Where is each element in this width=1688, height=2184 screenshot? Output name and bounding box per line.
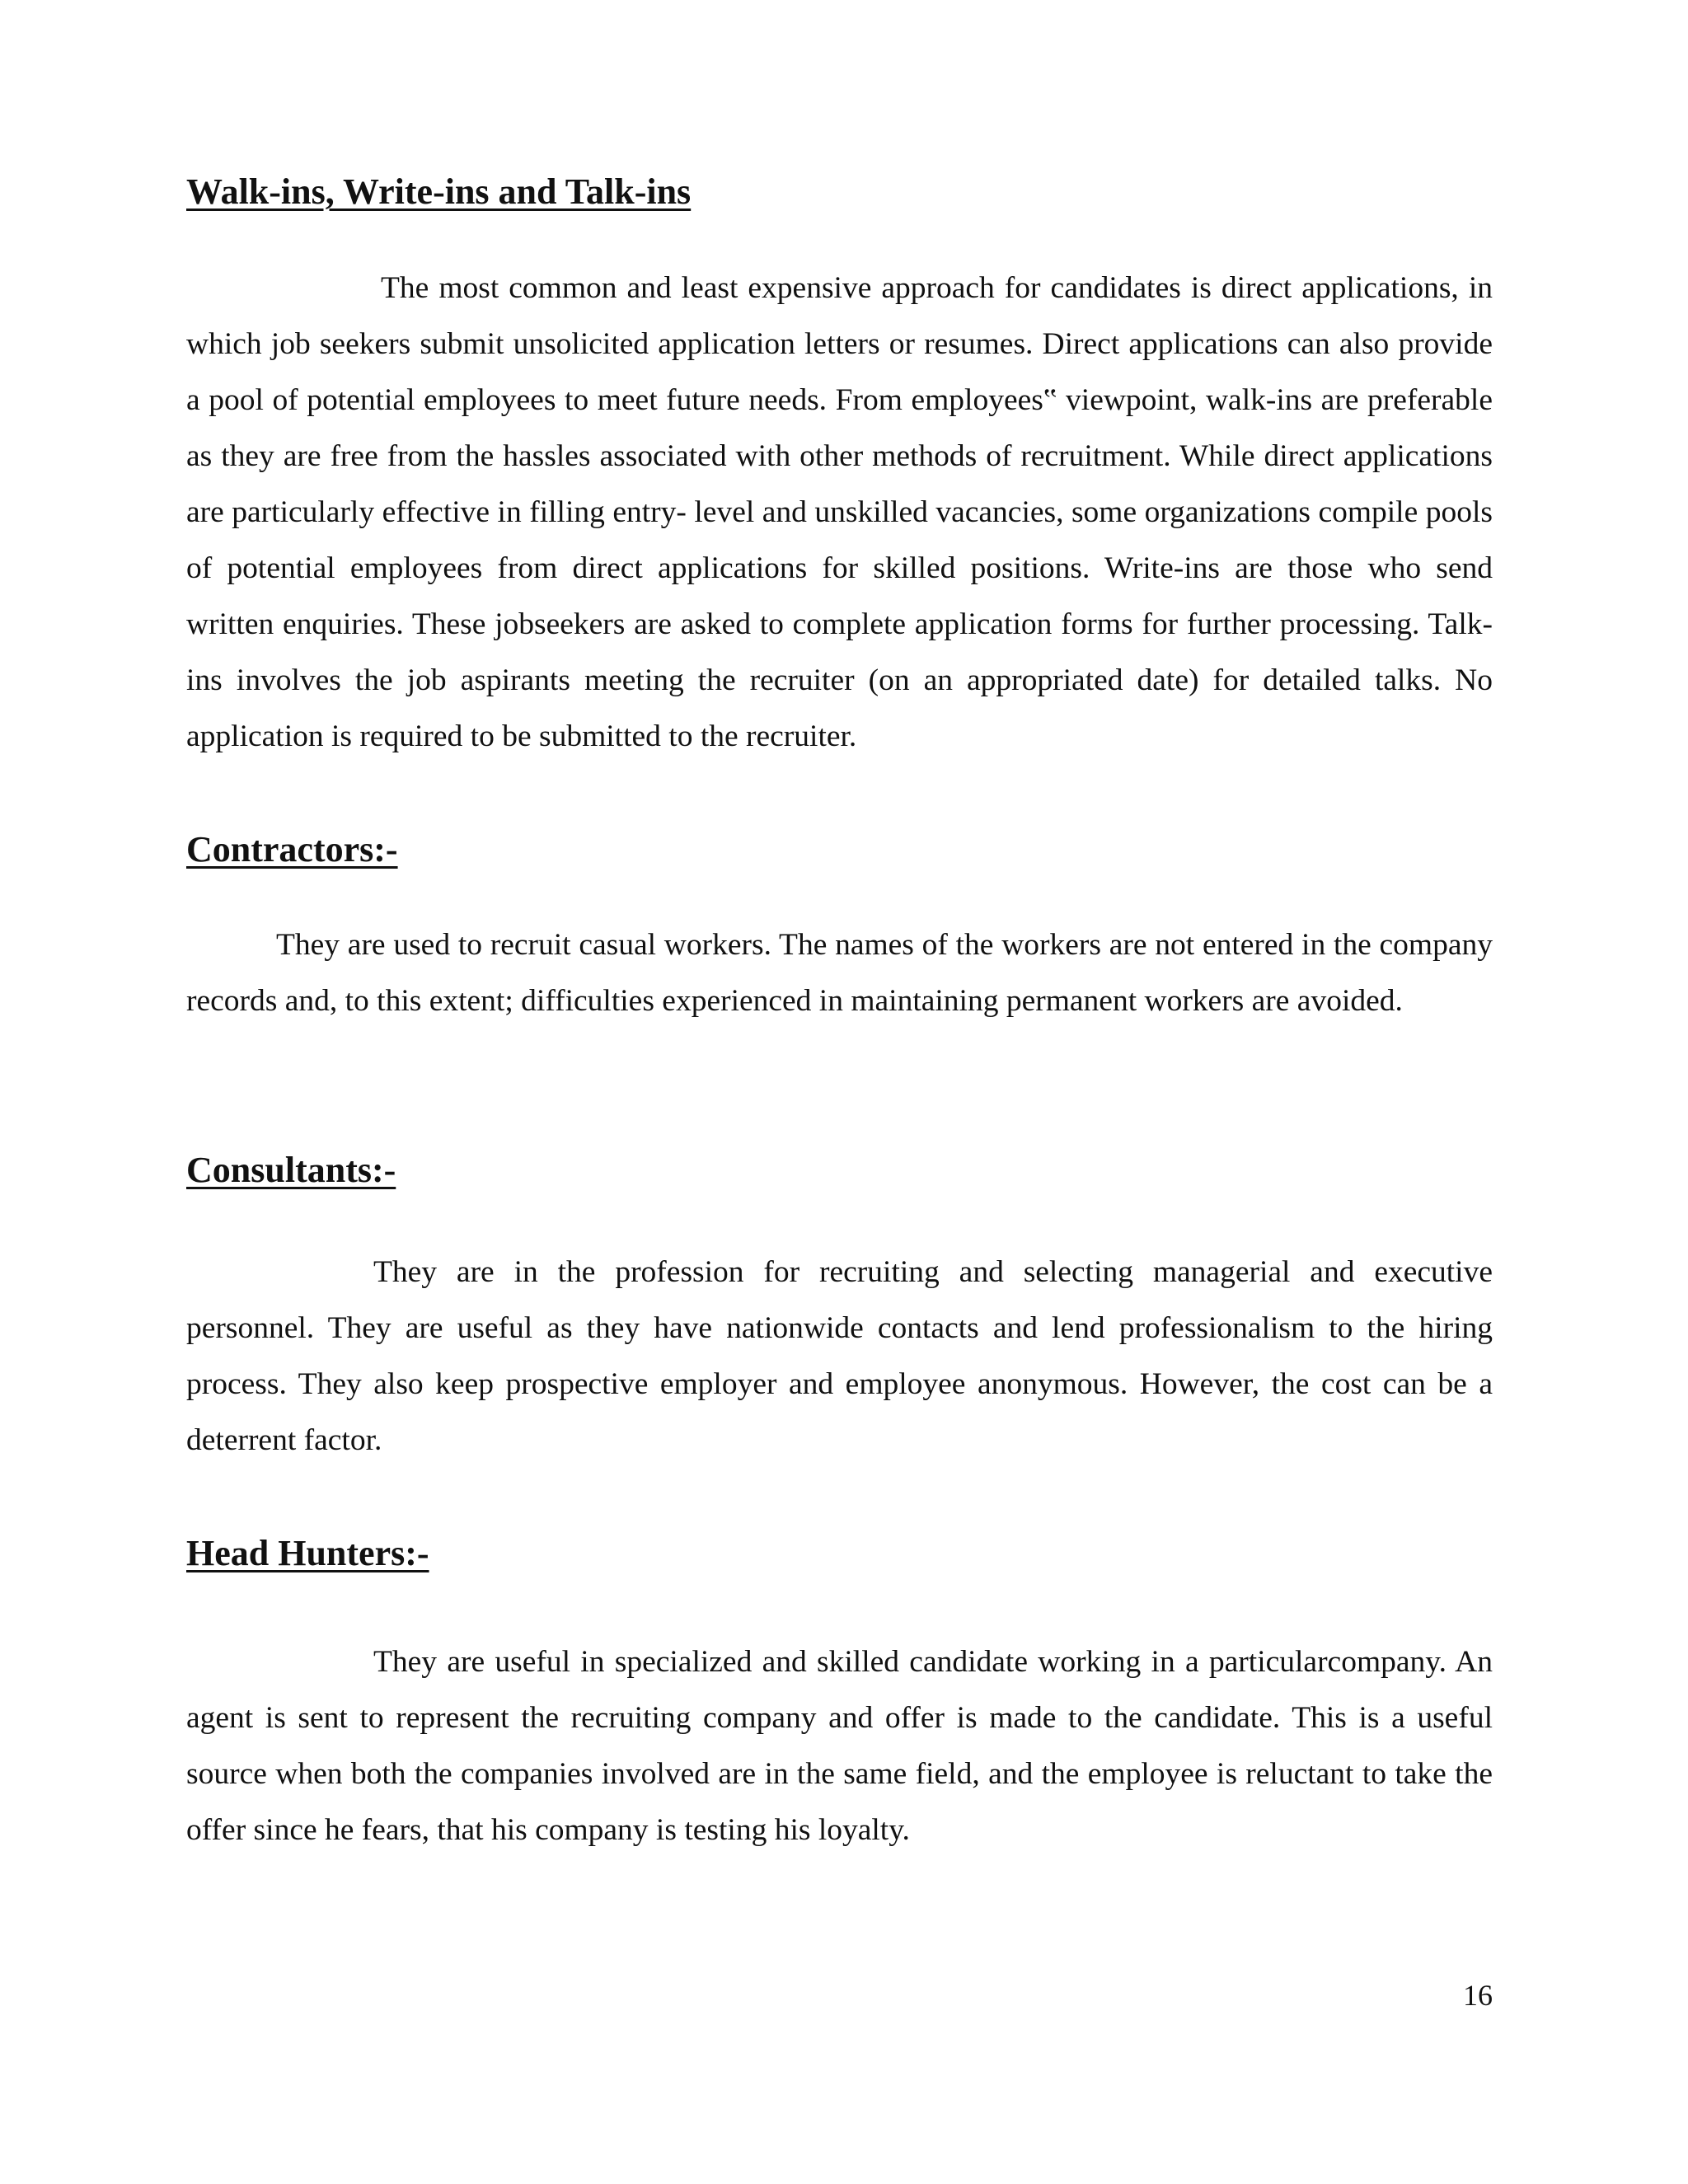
page-number: 16 — [1463, 1979, 1493, 2012]
paragraph-consultants: They are in the profession for recruiting and selecting managerial and executive personnel. They are useful as they have nationwide contacts and lend professionalism to the hiring process. They also keep prospective employer and employee anonymous. However, the cost can be a deterrent factor. — [186, 1255, 1493, 1457]
paragraph-contractors: They are used to recruit casual workers. The names of the workers are not entered in the company records and, to this extent; difficulties experienced in maintaining permanent workers are avoided. — [186, 928, 1493, 1018]
heading-consultants: Consultants:- — [186, 1150, 396, 1190]
paragraph-walk-ins: The most common and least expensive approach for candidates is direct applications, in which job seekers submit unsolicited application letters or resumes. Direct applications can also provide a pool of potential employees to meet future needs. From employees‟ viewpoint, walk-ins are preferable as they are free from the hassles associated with other methods of recruitment. While direct applications are particularly effective in filling entry- level and unskilled vacancies, some organizations compile pools of potential employees from direct applications for skilled positions. Write-ins are those who send written enquiries. These jobseekers are asked to complete application forms for further processing. Talk-ins involves the job aspirants meeting the recruiter (on an appropriated date) for detailed talks. No application is required to be submitted to the recruiter. — [186, 271, 1493, 753]
heading-contractors: Contractors:- — [186, 829, 398, 869]
paragraph-head-hunters: They are useful in specialized and skilled candidate working in a particularcompany. An agent is sent to represent the recruiting company and offer is made to the candidate. This is a useful source when both the companies involved are in the same field, and the employee is reluctant to take the offer since he fears, that his company is testing his loyalty. — [186, 1645, 1493, 1847]
heading-head-hunters: Head Hunters:- — [186, 1533, 429, 1573]
heading-walk-ins: Walk-ins, Write-ins and Talk-ins — [186, 171, 692, 212]
